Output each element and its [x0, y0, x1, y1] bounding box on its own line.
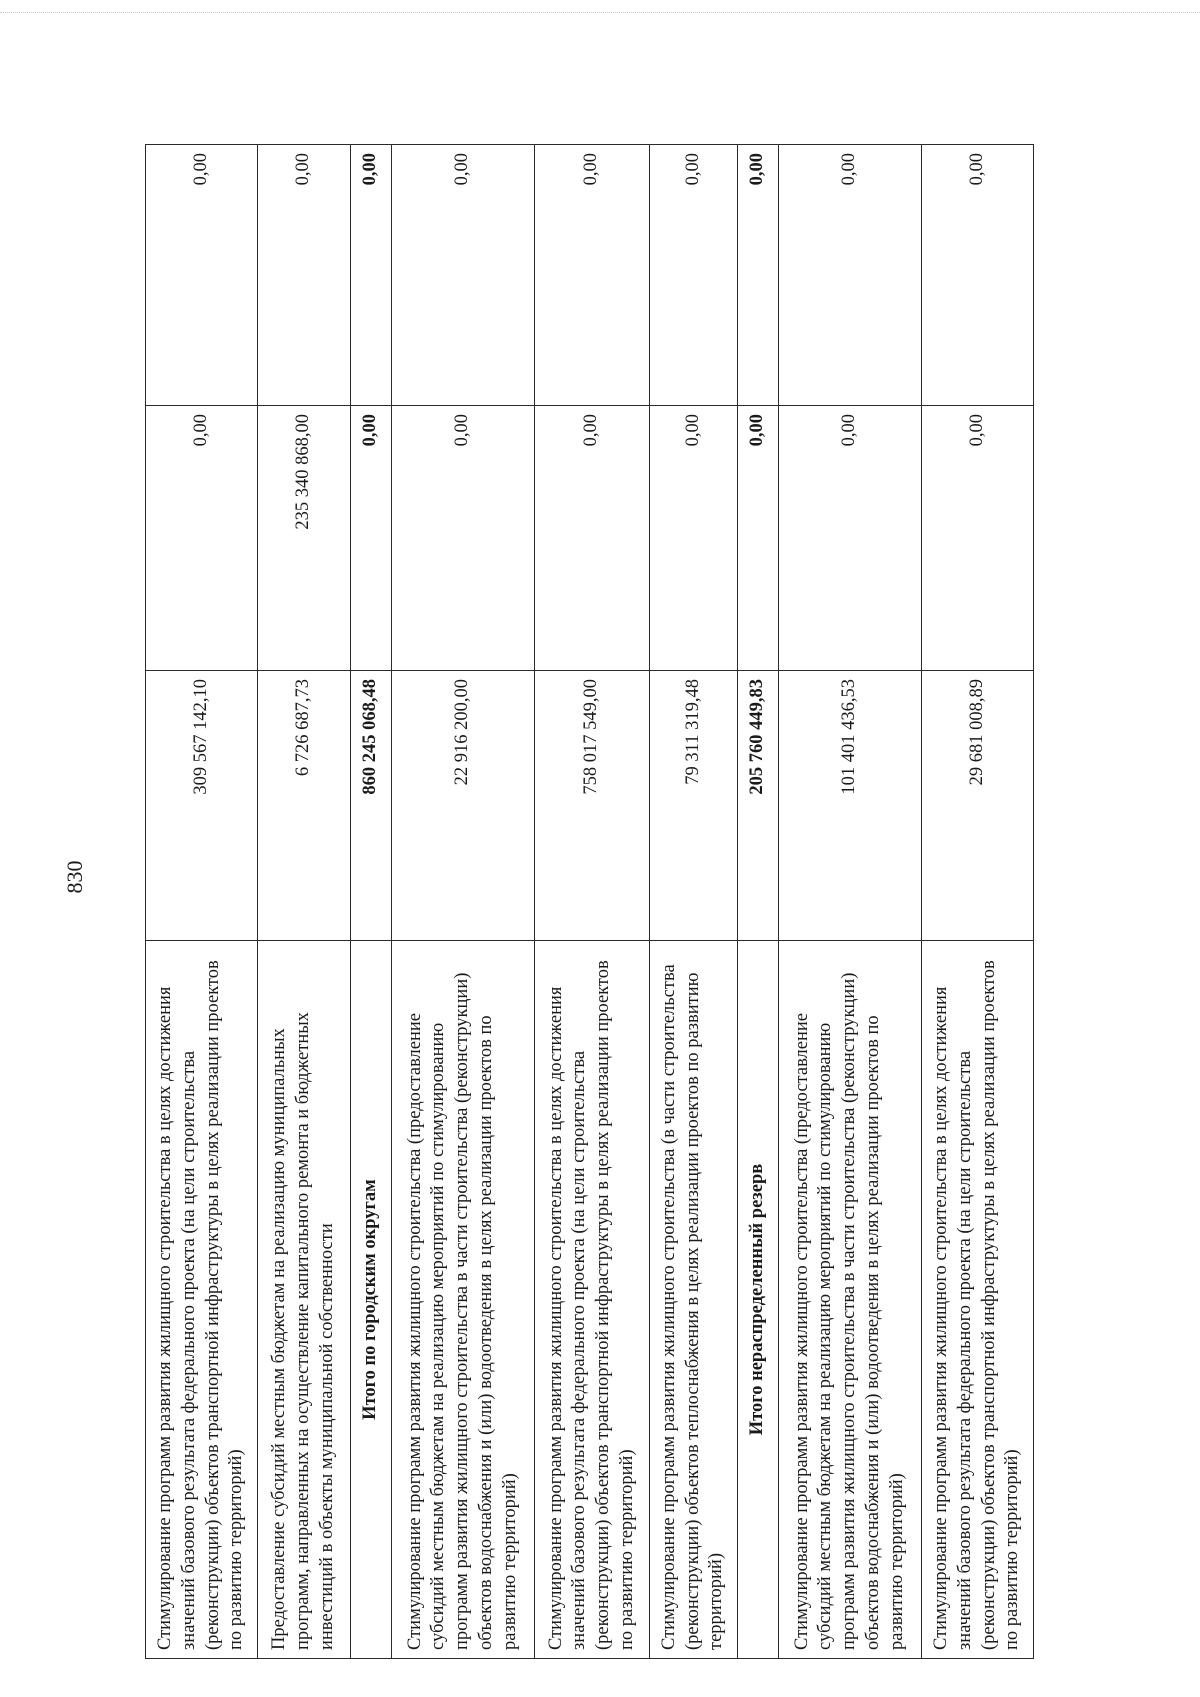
row-value-1: 79 311 319,48: [650, 671, 738, 941]
row-value-2: 0,00: [650, 406, 738, 671]
table-row: [922, 145, 1034, 1659]
row-value-2: 0,00: [351, 406, 392, 671]
table-row: [146, 145, 258, 1659]
row-value-3: 0,00: [535, 145, 650, 406]
row-value-3: 0,00: [922, 145, 1034, 406]
row-description: Стимулирование программ развития жилищного строительства в целях достижения значений базового результата федерального проекта (на цели строительства (реконструкции) объектов транспортной инфраструктуры в целях реализации проектов по развитию территорий): [535, 941, 650, 1659]
row-value-1: 6 726 687,73: [258, 671, 351, 941]
row-value-2: 0,00: [146, 406, 258, 671]
page-number: 830: [62, 860, 87, 894]
total-row: [738, 145, 779, 1659]
row-description: Предоставление субсидий местным бюджетам на реализацию муниципальных программ, направленных на осуществление капитального ремонта и бюджетных инвестиций в объекты муниципальной собственности: [258, 941, 351, 1659]
row-value-2: 0,00: [738, 406, 779, 671]
table-row: [392, 145, 535, 1659]
budget-table: [145, 144, 1034, 1659]
row-description: Стимулирование программ развития жилищного строительства в целях достижения значений базового результата федерального проекта (на цели строительства (реконструкции) объектов транспортной инфраструктуры в целях реализации проектов по развитию территорий): [922, 941, 1034, 1659]
row-value-1: 29 681 008,89: [922, 671, 1034, 941]
table-row: [779, 145, 922, 1659]
row-value-3: 0,00: [392, 145, 535, 406]
row-value-2: 235 340 868,00: [258, 406, 351, 671]
row-value-3: 0,00: [779, 145, 922, 406]
total-label: Итого по городским округам: [351, 941, 392, 1659]
row-value-1: 758 017 549,00: [535, 671, 650, 941]
row-value-3: 0,00: [650, 145, 738, 406]
row-value-1: 860 245 068,48: [351, 671, 392, 941]
row-description: Стимулирование программ развития жилищного строительства (предоставление субсидий местным бюджетам на реализацию мероприятий по стимулированию программ развития жилищного строительства в части строительства (реконструкции) объектов водоснабжения и (или) водоотведения в целях реализации проектов по развитию территорий): [779, 941, 922, 1659]
total-label: Итого нераспределенный резерв: [738, 941, 779, 1659]
table-row: [650, 145, 738, 1659]
row-value-2: 0,00: [922, 406, 1034, 671]
row-value-2: 0,00: [779, 406, 922, 671]
row-value-2: 0,00: [392, 406, 535, 671]
table-row: [258, 145, 351, 1659]
row-value-3: 0,00: [146, 145, 258, 406]
row-value-1: 205 760 449,83: [738, 671, 779, 941]
row-description: Стимулирование программ развития жилищного строительства в целях достижения значений базового результата федерального проекта (на цели строительства (реконструкции) объектов транспортной инфраструктуры в целях реализации проектов по развитию территорий): [146, 941, 258, 1659]
row-value-3: 0,00: [258, 145, 351, 406]
row-value-3: 0,00: [738, 145, 779, 406]
table-row: [535, 145, 650, 1659]
total-row: [351, 145, 392, 1659]
row-description: Стимулирование программ развития жилищного строительства (в части строительства (реконструкции) объектов теплоснабжения в целях реализации проектов по развитию территорий): [650, 941, 738, 1659]
row-value-3: 0,00: [351, 145, 392, 406]
row-value-1: 22 916 200,00: [392, 671, 535, 941]
row-value-2: 0,00: [535, 406, 650, 671]
row-value-1: 309 567 142,10: [146, 671, 258, 941]
row-description: Стимулирование программ развития жилищного строительства (предоставление субсидий местным бюджетам на реализацию мероприятий по стимулированию программ развития жилищного строительства в части строительства (реконструкции) объектов водоснабжения и (или) водоотведения в целях реализации проектов по развитию территорий): [392, 941, 535, 1659]
row-value-1: 101 401 436,53: [779, 671, 922, 941]
